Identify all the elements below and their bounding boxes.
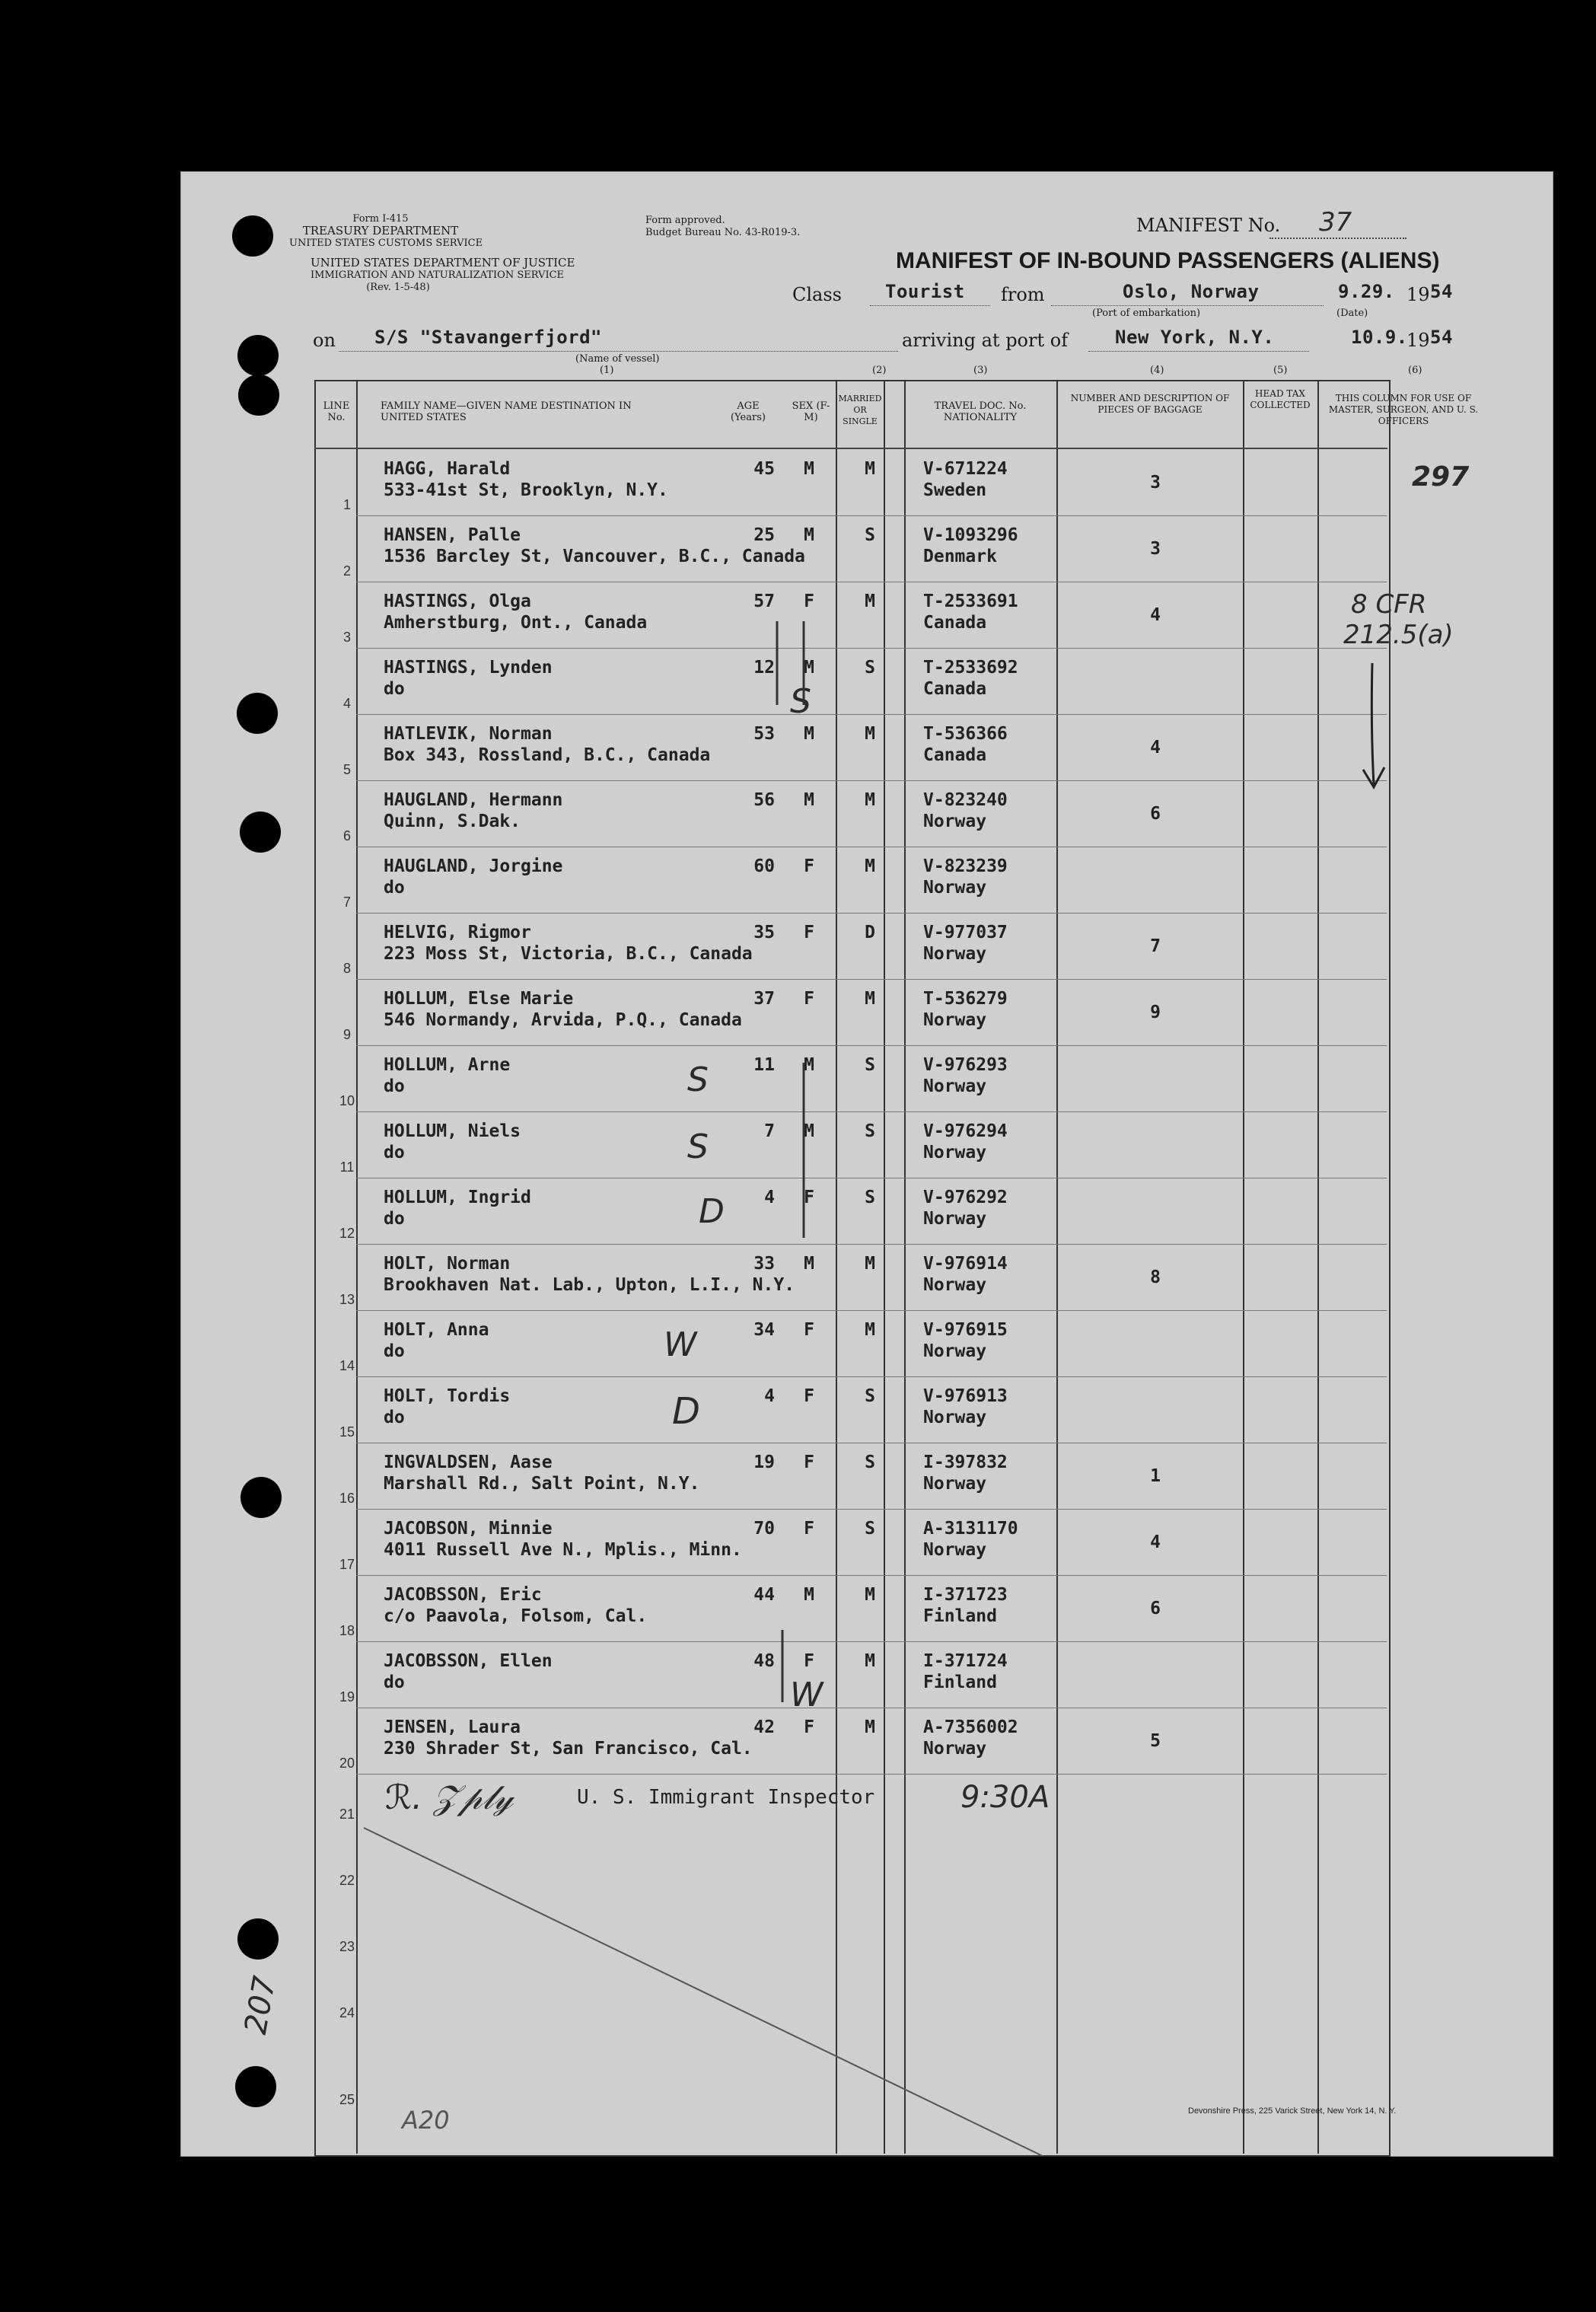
line-number: 16 [339, 1491, 355, 1506]
on-label: on [313, 330, 336, 351]
col-header-line: LINE No. [323, 400, 350, 423]
printer-imprint: Devonshire Press, 225 Varick Street, New York 14, N. Y. [1188, 2106, 1397, 2116]
passenger-sex: F [804, 1320, 814, 1340]
passenger-destination: do [384, 1408, 405, 1427]
col-header-headtax: HEAD TAX COLLECTED [1250, 388, 1311, 410]
passenger-sex: M [804, 1121, 814, 1141]
passenger-age: 25 [753, 525, 775, 545]
arrival-port: New York, N.Y. [1115, 327, 1275, 348]
baggage-count: 7 [1150, 936, 1161, 956]
passenger-destination: 546 Normandy, Arvida, P.Q., Canada [384, 1010, 742, 1030]
manifest-title: MANIFEST OF IN-BOUND PASSENGERS (ALIENS) [896, 248, 1440, 273]
travel-doc-number: I-371724 [923, 1651, 1008, 1671]
passenger-sex: M [804, 1055, 814, 1075]
mark-s: S [687, 1127, 709, 1166]
arrival-date: 10.9. [1351, 327, 1408, 348]
travel-doc-number: V-1093296 [923, 525, 1018, 545]
passenger-destination: do [384, 1076, 405, 1096]
stamp-number: 297 [1412, 461, 1470, 493]
margin-note-207: 207 [237, 1973, 283, 2037]
year-prefix: 19 [1406, 284, 1430, 305]
passenger-destination: Amherstburg, Ont., Canada [384, 613, 648, 633]
inspector-label: U. S. Immigrant Inspector [577, 1786, 875, 1809]
mark-s: S [687, 1060, 709, 1099]
passenger-sex: M [804, 790, 814, 810]
passenger-name: HASTINGS, Olga [384, 592, 531, 611]
from-label: from [1001, 284, 1045, 305]
from-value: Oslo, Norway [1123, 281, 1260, 302]
year2-prefix: 19 [1406, 330, 1430, 351]
year-suffix: 54 [1430, 281, 1453, 302]
passenger-marital-status: S [865, 1121, 875, 1141]
passenger-sex: F [804, 989, 814, 1009]
passenger-nationality: Canada [923, 613, 987, 633]
line-number: 2 [342, 563, 351, 579]
passenger-marital-status: M [865, 592, 875, 611]
manifest-number: 37 [1319, 207, 1352, 238]
col-num-2: (2) [872, 365, 887, 376]
col-header-baggage: NUMBER AND DESCRIPTION OF PIECES OF BAGGAGE [1070, 393, 1230, 415]
customs-service: UNITED STATES CUSTOMS SERVICE [289, 238, 483, 249]
line-number-empty: 24 [339, 2005, 355, 2020]
line-number: 5 [342, 762, 351, 777]
baggage-count: 6 [1150, 804, 1161, 824]
vessel-caption: (Name of vessel) [575, 353, 660, 365]
baggage-count: 6 [1150, 1599, 1161, 1618]
travel-doc-number: V-823239 [923, 856, 1008, 876]
travel-doc-number: V-823240 [923, 790, 1008, 810]
line-number: 18 [339, 1623, 355, 1638]
travel-doc-number: A-3131170 [923, 1519, 1018, 1539]
port-embark-caption: (Port of embarkation) [1092, 308, 1201, 319]
passenger-nationality: Norway [923, 1408, 987, 1427]
passenger-age: 56 [753, 790, 775, 810]
passenger-sex: F [804, 1453, 814, 1472]
passenger-age: 44 [753, 1585, 775, 1605]
passenger-age: 34 [753, 1320, 775, 1340]
line-number: 1 [342, 497, 351, 512]
passenger-nationality: Norway [923, 1275, 987, 1295]
passenger-age: 35 [753, 923, 775, 942]
line-number: 14 [339, 1358, 355, 1373]
col-header-officers: THIS COLUMN FOR USE OF MASTER, SURGEON, AND U. S. OFFICERS [1328, 393, 1479, 426]
passenger-age: 11 [753, 1055, 775, 1075]
line-number: 15 [339, 1424, 355, 1440]
pen-strokes [181, 172, 1553, 2156]
line-number: 20 [339, 1756, 355, 1771]
col-num-4: (4) [1150, 365, 1164, 376]
passenger-age: 33 [753, 1254, 775, 1274]
passenger-age: 4 [764, 1188, 775, 1207]
passenger-name: HOLT, Anna [384, 1320, 489, 1340]
line-number-empty: 22 [339, 1873, 355, 1888]
vessel-name: S/S "Stavangerfjord" [374, 327, 602, 348]
passenger-destination: do [384, 1673, 405, 1692]
passenger-nationality: Canada [923, 745, 987, 765]
margin-note-a20: A20 [402, 2106, 450, 2135]
passenger-sex: F [804, 1519, 814, 1539]
line-number: 17 [339, 1557, 355, 1572]
mark-w: W [664, 1325, 697, 1364]
travel-doc-number: V-976915 [923, 1320, 1008, 1340]
passenger-marital-status: S [865, 1519, 875, 1539]
passenger-marital-status: S [865, 1453, 875, 1472]
baggage-count: 4 [1150, 1532, 1161, 1552]
punch-hole [240, 812, 281, 853]
passenger-name: HOLLUM, Arne [384, 1055, 511, 1075]
passenger-nationality: Norway [923, 1341, 987, 1361]
travel-doc-number: V-977037 [923, 923, 1008, 942]
line-number-empty: 21 [339, 1807, 355, 1822]
passenger-name: HOLLUM, Else Marie [384, 989, 574, 1009]
revision: (Rev. 1-5-48) [366, 282, 430, 293]
arriving-label: arriving at port of [902, 330, 1069, 351]
manifest-sheet [180, 171, 1553, 2157]
passenger-age: 48 [753, 1651, 775, 1671]
punch-hole [232, 215, 273, 257]
passenger-marital-status: M [865, 724, 875, 744]
travel-doc-number: I-397832 [923, 1453, 1008, 1472]
manifest-label: MANIFEST No. [1136, 215, 1281, 236]
line-number: 19 [339, 1689, 355, 1705]
passenger-nationality: Norway [923, 878, 987, 898]
passenger-name: HAGG, Harald [384, 459, 511, 479]
travel-doc-number: T-2533691 [923, 592, 1018, 611]
mark-d: D [699, 1192, 725, 1231]
passenger-age: 19 [753, 1453, 775, 1472]
ins-service: IMMIGRATION AND NATURALIZATION SERVICE [311, 269, 565, 281]
travel-doc-number: V-976913 [923, 1386, 1008, 1406]
passenger-age: 57 [753, 592, 775, 611]
passenger-nationality: Norway [923, 944, 987, 964]
passenger-nationality: Finland [923, 1673, 997, 1692]
passenger-nationality: Norway [923, 1010, 987, 1030]
cfr-note-2: 212.5(a) [1343, 620, 1454, 650]
passenger-nationality: Canada [923, 679, 987, 699]
baggage-count: 9 [1150, 1003, 1161, 1022]
passenger-name: HANSEN, Palle [384, 525, 521, 545]
passenger-marital-status: S [865, 1055, 875, 1075]
passenger-sex: M [804, 1585, 814, 1605]
passenger-name: HELVIG, Rigmor [384, 923, 531, 942]
passenger-name: HATLEVIK, Norman [384, 724, 553, 744]
class-label: Class [792, 284, 842, 305]
embark-date: 9.29. [1338, 281, 1395, 302]
passenger-age: 4 [764, 1386, 775, 1406]
col-header-name: FAMILY NAME—GIVEN NAME DESTINATION IN UNITED STATES [381, 400, 632, 423]
passenger-destination: 1536 Barcley St, Vancouver, B.C., Canada [384, 547, 805, 566]
passenger-marital-status: D [865, 923, 875, 942]
punch-hole [238, 375, 279, 416]
treasury-dept: TREASURY DEPARTMENT [302, 224, 459, 238]
col-num-5: (5) [1273, 365, 1288, 376]
line-number: 6 [342, 828, 351, 843]
passenger-destination: do [384, 1143, 405, 1162]
passenger-destination: do [384, 1209, 405, 1229]
line-number: 7 [342, 895, 351, 910]
line-number: 10 [339, 1093, 355, 1108]
passenger-sex: M [804, 724, 814, 744]
passenger-marital-status: M [865, 1717, 875, 1737]
passenger-marital-status: S [865, 1188, 875, 1207]
passenger-destination: do [384, 679, 405, 699]
punch-hole [237, 335, 279, 376]
baggage-count: 3 [1150, 473, 1161, 493]
punch-hole [237, 1918, 279, 1960]
passenger-sex: F [804, 856, 814, 876]
inspector-signature: ℛ. 𝒵𝓅𝓁𝓎 [385, 1778, 514, 1817]
passenger-destination: 4011 Russell Ave N., Mplis., Minn. [384, 1540, 742, 1560]
passenger-marital-status: M [865, 1585, 875, 1605]
col-header-age: AGE (Years) [731, 400, 766, 423]
passenger-destination: do [384, 1341, 405, 1361]
passenger-sex: F [804, 1386, 814, 1406]
passenger-sex: M [804, 459, 814, 479]
passenger-name: HOLLUM, Niels [384, 1121, 521, 1141]
passenger-age: 12 [753, 658, 775, 678]
passenger-destination: 230 Shrader St, San Francisco, Cal. [384, 1739, 753, 1759]
punch-hole [241, 1477, 282, 1518]
cfr-note-1: 8 CFR [1351, 589, 1427, 620]
travel-doc-number: V-976293 [923, 1055, 1008, 1075]
passenger-name: JACOBSON, Minnie [384, 1519, 553, 1539]
travel-doc-number: V-976914 [923, 1254, 1008, 1274]
mark-d: D [672, 1390, 700, 1433]
line-number-empty: 23 [339, 1939, 355, 1954]
passenger-destination: 223 Moss St, Victoria, B.C., Canada [384, 944, 753, 964]
passenger-name: JACOBSSON, Ellen [384, 1651, 553, 1671]
passenger-name: INGVALDSEN, Aase [384, 1453, 553, 1472]
passenger-sex: M [804, 1254, 814, 1274]
inspector-time: 9:30A [960, 1780, 1050, 1815]
justice-dept: UNITED STATES DEPARTMENT OF JUSTICE [311, 256, 575, 269]
passenger-nationality: Norway [923, 1076, 987, 1096]
passenger-destination: do [384, 878, 405, 898]
baggage-count: 1 [1150, 1466, 1161, 1486]
passenger-age: 70 [753, 1519, 775, 1539]
passenger-marital-status: M [865, 790, 875, 810]
passenger-sex: F [804, 1188, 814, 1207]
passenger-sex: F [804, 1717, 814, 1737]
travel-doc-number: I-371723 [923, 1585, 1008, 1605]
passenger-nationality: Norway [923, 1540, 987, 1560]
travel-doc-number: V-671224 [923, 459, 1008, 479]
passenger-nationality: Norway [923, 1474, 987, 1494]
passenger-destination: Box 343, Rossland, B.C., Canada [384, 745, 711, 765]
form-approved: Form approved. [645, 215, 725, 226]
passenger-age: 7 [764, 1121, 775, 1141]
passenger-name: JACOBSSON, Eric [384, 1585, 542, 1605]
passenger-nationality: Norway [923, 1209, 987, 1229]
baggage-count: 4 [1150, 738, 1161, 757]
passenger-sex: M [804, 658, 814, 678]
passenger-sex: F [804, 592, 814, 611]
line-number: 3 [342, 630, 351, 645]
class-value: Tourist [885, 281, 965, 302]
line-number: 13 [339, 1292, 355, 1307]
col-header-sex: SEX (F-M) [792, 400, 830, 423]
passenger-marital-status: S [865, 525, 875, 545]
date-caption: (Date) [1336, 308, 1368, 319]
passenger-name: JENSEN, Laura [384, 1717, 521, 1737]
passenger-destination: Marshall Rd., Salt Point, N.Y. [384, 1474, 700, 1494]
line-number: 8 [342, 961, 351, 976]
passenger-age: 53 [753, 724, 775, 744]
travel-doc-number: T-2533692 [923, 658, 1018, 678]
passenger-name: HOLLUM, Ingrid [384, 1188, 531, 1207]
col-num-6: (6) [1408, 365, 1422, 376]
budget-bureau: Budget Bureau No. 43-R019-3. [645, 227, 801, 238]
passenger-name: HAUGLAND, Jorgine [384, 856, 563, 876]
punch-hole [235, 2066, 276, 2107]
passenger-sex: F [804, 1651, 814, 1671]
passenger-destination: Brookhaven Nat. Lab., Upton, L.I., N.Y. [384, 1275, 795, 1295]
baggage-count: 8 [1150, 1268, 1161, 1287]
col-num-1: (1) [600, 365, 614, 376]
mark-s: S [790, 682, 811, 721]
passenger-marital-status: M [865, 1651, 875, 1671]
passenger-marital-status: M [865, 1320, 875, 1340]
col-num-3: (3) [973, 365, 988, 376]
form-number: Form I-415 [352, 213, 409, 225]
baggage-count: 4 [1150, 605, 1161, 625]
passenger-marital-status: M [865, 1254, 875, 1274]
passenger-destination: 533-41st St, Brooklyn, N.Y. [384, 480, 668, 500]
passenger-nationality: Norway [923, 812, 987, 831]
passenger-nationality: Denmark [923, 547, 997, 566]
passenger-sex: F [804, 923, 814, 942]
line-number: 4 [342, 696, 351, 711]
mark-w: W [790, 1676, 823, 1714]
punch-hole [237, 693, 278, 734]
passenger-age: 37 [753, 989, 775, 1009]
travel-doc-number: V-976292 [923, 1188, 1008, 1207]
passenger-age: 45 [753, 459, 775, 479]
passenger-nationality: Norway [923, 1143, 987, 1162]
line-number-empty: 25 [339, 2092, 355, 2107]
passenger-nationality: Finland [923, 1606, 997, 1626]
passenger-age: 42 [753, 1717, 775, 1737]
passenger-name: HAUGLAND, Hermann [384, 790, 563, 810]
passenger-name: HOLT, Tordis [384, 1386, 511, 1406]
passenger-marital-status: M [865, 459, 875, 479]
passenger-age: 60 [753, 856, 775, 876]
passenger-marital-status: M [865, 856, 875, 876]
travel-doc-number: T-536366 [923, 724, 1008, 744]
year2-suffix: 54 [1430, 327, 1453, 348]
travel-doc-number: T-536279 [923, 989, 1008, 1009]
travel-doc-number: V-976294 [923, 1121, 1008, 1141]
passenger-name: HOLT, Norman [384, 1254, 511, 1274]
passenger-nationality: Norway [923, 1739, 987, 1759]
line-number: 9 [342, 1027, 351, 1042]
passenger-destination: c/o Paavola, Folsom, Cal. [384, 1606, 648, 1626]
line-number: 12 [339, 1226, 355, 1241]
passenger-nationality: Sweden [923, 480, 987, 500]
passenger-sex: M [804, 525, 814, 545]
passenger-marital-status: S [865, 1386, 875, 1406]
col-header-doc: TRAVEL DOC. No. NATIONALITY [934, 400, 1027, 423]
passenger-marital-status: S [865, 658, 875, 678]
travel-doc-number: A-7356002 [923, 1717, 1018, 1737]
passenger-marital-status: M [865, 989, 875, 1009]
passenger-name: HASTINGS, Lynden [384, 658, 553, 678]
baggage-count: 5 [1150, 1731, 1161, 1751]
passenger-destination: Quinn, S.Dak. [384, 812, 521, 831]
line-number: 11 [339, 1159, 355, 1175]
baggage-count: 3 [1150, 539, 1161, 559]
col-header-married: MARRIED OR SINGLE [838, 394, 882, 426]
